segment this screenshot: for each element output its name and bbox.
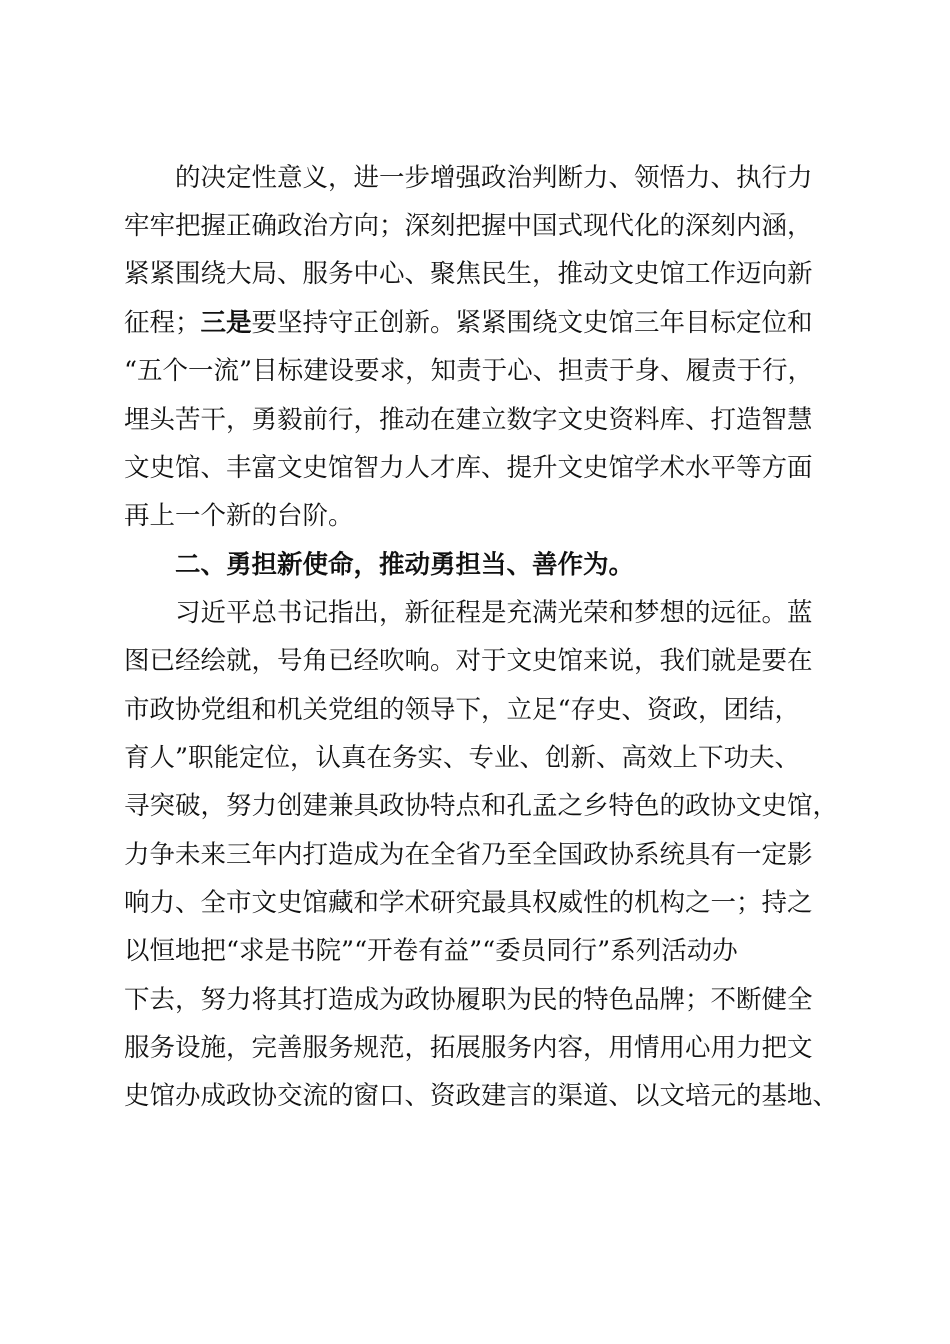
paragraph-text: 征程； xyxy=(124,308,201,338)
paragraph-line: 紧紧围绕大局、服务中心、聚焦民生，推动文史馆工作迈向新 xyxy=(124,259,813,289)
paragraph-line: 下去，努力将其打造成为政协履职为民的特色品牌；不断健全 xyxy=(124,985,813,1015)
paragraph-line: 图已经绘就，号角已经吹响。对于文史馆来说，我们就是要在 xyxy=(124,646,813,676)
paragraph-line: 育人”职能定位，认真在务实、专业、创新、高效上下功夫、 xyxy=(124,743,801,773)
paragraph-line: 市政协党组和机关党组的领导下，立足“存史、资政，团结， xyxy=(124,695,801,725)
paragraph-line: 以恒地把“求是书院”“开卷有益”“委员同行”系列活动办 xyxy=(124,936,738,966)
paragraph-line xyxy=(124,303,834,343)
paragraph-line: 寻突破，努力创建兼具政协特点和孔孟之乡特色的政协文史馆， xyxy=(124,791,839,821)
paragraph-line: 再上一个新的台阶。 xyxy=(124,501,354,531)
paragraph-line: 史馆办成政协交流的窗口、资政建言的渠道、以文培元的基地、 xyxy=(124,1081,839,1111)
emphasis-label: 三是 xyxy=(200,308,252,338)
paragraph-text: 要坚持守正创新。紧紧围绕文史馆三年目标定位和 xyxy=(251,308,813,338)
paragraph-line: “五个一流”目标建设要求，知责于心、担责于身、履责于行， xyxy=(124,356,814,386)
paragraph-line: 响力、全市文史馆藏和学术研究最具权威性的机构之一；持之 xyxy=(124,888,813,918)
paragraph-line: 的决定性意义，进一步增强政治判断力、领悟力、执行力 xyxy=(175,163,813,193)
section-heading: 二、勇担新使命，推动勇担当、善作为。 xyxy=(175,550,635,580)
paragraph-line: 牢牢把握正确政治方向；深刻把握中国式现代化的深刻内涵， xyxy=(124,211,813,241)
paragraph-line: 埋头苦干，勇毅前行，推动在建立数字文史资料库、打造智慧 xyxy=(124,405,813,435)
paragraph-line: 服务设施，完善服务规范，拓展服务内容，用情用心用力把文 xyxy=(124,1033,813,1063)
paragraph-line: 习近平总书记指出，新征程是充满光荣和梦想的远征。蓝 xyxy=(175,598,813,628)
paragraph-line: 文史馆、丰富文史馆智力人才库、提升文史馆学术水平等方面 xyxy=(124,453,813,483)
paragraph-line: 力争未来三年内打造成为在全省乃至全国政协系统具有一定影 xyxy=(124,840,813,870)
